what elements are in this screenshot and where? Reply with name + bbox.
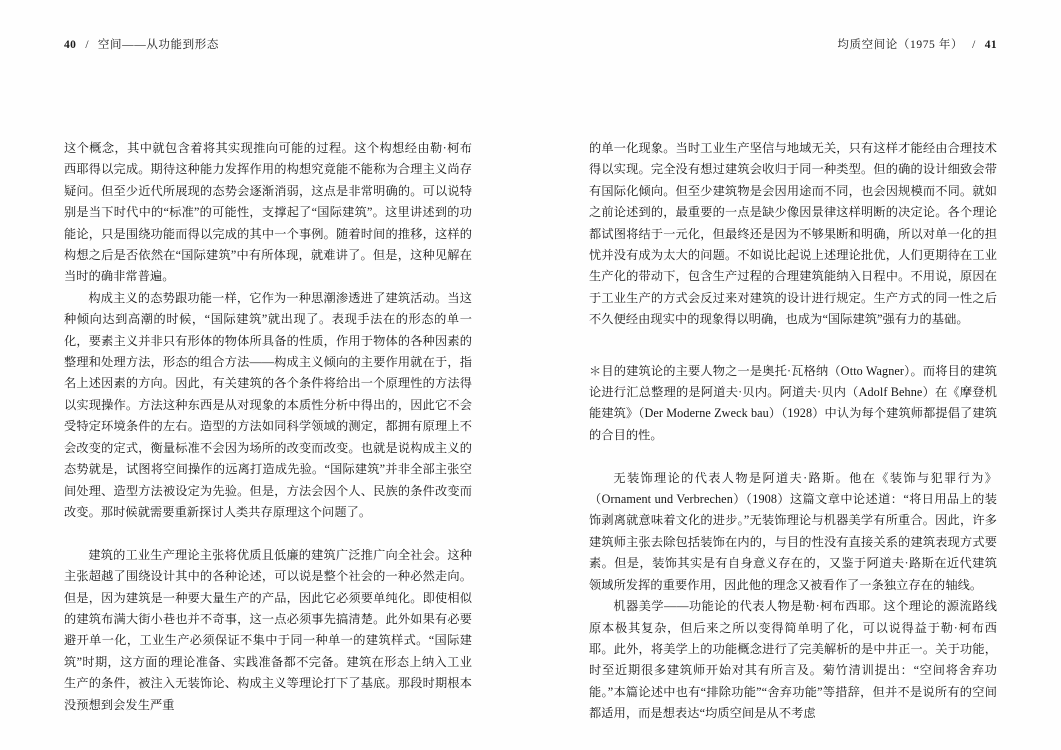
note-paragraph: 无装饰理论的代表人物是阿道夫·路斯。他在《装饰与犯罪行为》（Ornament und Verbrechen）（1908）这篇文章中论述道：“将日用品上的装饰剥离就意味着文化的进步。”无装饰理论与机器美学有所重合。因此，许多建筑师主张去除包括装饰在内的，与目的性没有直接关系的建筑表现方式要素。但是，装饰其实是有自身意义存在的，又鉴于阿道夫·路斯在近代建筑领域所发挥的重要作用，因此他的理念又被看作了一条独立存在的轴线。 [589,470,997,592]
left-text-column [64,138,472,716]
note-paragraph: ＊目的建筑论的主要人物之一是奥托·瓦格纳（Otto Wagner）。而将目的建筑论进行汇总整理的是阿道夫·贝内。阿道夫·贝内（Adolf Behne）在《摩登机能建筑》（Der Moderne Zweck bau）（1928）中认为每个建筑师都提倡了建筑的合目的性。 [589,363,997,442]
paragraph: 构成主义的态势跟功能一样，它作为一种思潮渗透进了建筑活动。当这种倾向达到高潮的时候，“国际建筑”就出现了。表现手法在的形态的单一化，要素主义并非只有形体的物体所具备的性质，作用于物体的各种因素的整理和处理方法，形态的组合方法——构成主义倾向的主要作用就在于，指名上述因素的方向。因此，有关建筑的各个条件将给出一个原理性的方法得以实现操作。方法这种东西是从对现象的本质性分析中得出的，因此它不会受特定环境条件的左右。造型的方法如同科学领域的测定，都拥有原理上不会改变的定式，衡量标准不会因为场所的改变而改变。也就是说构成主义的态势就是，试图将空间操作的远离打造成先验。“国际建筑”并非全部主张空间处理、造型方法被设定为先验。但是，方法会因个人、民族的条件改变而改变。那时候就需要重新探讨人类共存原理这个问题了。 [64,290,472,519]
left-page-number: 40 [64,39,77,51]
right-running-head [837,36,997,52]
left-head-separator: / [85,39,89,51]
paragraph: 建筑的工业生产理论主张将优质且低廉的建筑广泛推广向全社会。这种主张超越了围绕设计其中的各种论述，可以说是整个社会的一种必然走向。但是，因为建筑是一种要大量生产的产品，因此它必须要单纯化。即使相似的建筑布满大街小巷也并不奇事，这一点必须事先搞清楚。此外如果有必要避开单一化，工业生产必须保证不集中于同一种单一的建筑样式。“国际建筑”时期，这方面的理论准备、实践准备都不完备。建筑在形态上纳入工业生产的条件，被注入无装饰论、构成主义等理论打下了基底。那段时期根本没预想到会发生严重 [64,547,472,712]
right-page-number: 41 [984,39,997,51]
right-text-column [589,138,997,725]
left-running-head [64,36,219,52]
running-head-row [0,36,1061,54]
right-head-title: 均质空间论（1975 年） [837,39,964,51]
note-paragraph: 机器美学——功能论的代表人物是勒·柯布西耶。这个理论的源流路线原本极其复杂，但后来之所以变得简单明了化，可以说得益于勒·柯布西耶。此外，将美学上的功能概念进行了完美解析的是中井正一。关于功能，时至近期很多建筑师开始对其有所言及。菊竹清训提出：“空间将舍弃功能。”本篇论述中也有“排除功能”“舍弃功能”等措辞，但并不是说所有的空间都适用，而是想表达“均质空间是从不考虑 [589,599,997,721]
paragraph: 这个概念，其中就包含着将其实现推向可能的过程。这个构想经由勒·柯布西耶得以完成。期待这种能力发挥作用的构想究竟能不能称为合理主义尚存疑问。但至少近代所展现的态势会逐渐消弱，这点是非常明确的。可以说特别是当下时代中的“标准”的可能性，支撑起了“国际建筑”。这里讲述到的功能论，只是围绕功能而得以完成的其中一个事例。随着时间的推移，这样的构想之后是否依然在“国际建筑”中有所体现，就难讲了。但是，这种见解在当时的确非常普遍。 [64,141,472,284]
paragraph: 的单一化现象。当时工业生产坚信与地域无关，只有这样才能经由合理技术得以实现。完全没有想过建筑会收归于同一种类型。但的确的设计细致会带有国际化倾向。但至少建筑物是会因用途而不同，也会因规模而不同。就如之前论述到的，最重要的一点是缺少像因景律这样明断的决定论。各个理论都试图将结于一元化，但最终还是因为不够果断和明确，所以对单一化的担忧并没有成为太大的问题。不如说比起说上述理论批优，人们更期待在工业生产化的带动下，包含生产过程的合理建筑能纳入日程中。不用说，原因在于工业生产的方式会反过来对建筑的设计进行规定。生产方式的同一性之后不久便经由现实中的现象得以明确，也成为“国际建筑”强有力的基础。 [589,141,997,327]
left-head-title: 空间——从功能到形态 [97,39,219,51]
right-head-separator: / [972,39,976,51]
